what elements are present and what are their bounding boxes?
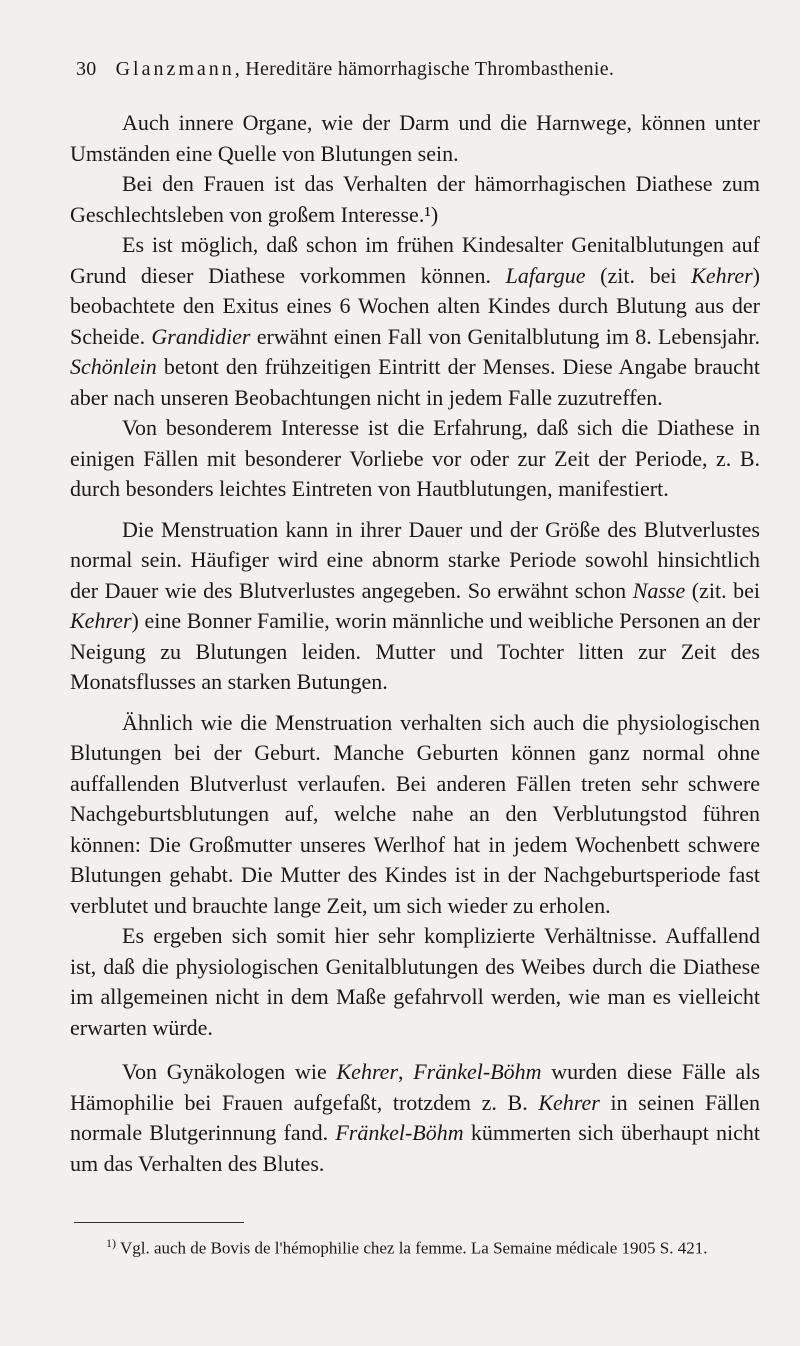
text-run: erwähnt einen Fall von Genitalblutung im 8. Lebensjahr. [250, 323, 760, 349]
paragraph [70, 1057, 760, 1179]
footnote-rule [74, 1222, 244, 1223]
text-run: Die Menstruation kann in ihrer Dauer und der Größe des Blutverlustes normal sein. Häufiger wird eine abnorm starke Periode sowohl hinsichtlich der Dauer wie des Blutverlustes angegeben. So erwähnt schon [70, 516, 760, 603]
cited-name: Grandidier [151, 323, 251, 349]
cited-name: Nasse [632, 577, 686, 603]
text-run: in seinen Fällen normale Blutgerinnung fand. [70, 1089, 760, 1145]
header-title: Hereditäre hämorrhagische Thrombasthenie. [245, 58, 615, 80]
text-run: , [398, 1059, 414, 1084]
footnote-text: Vgl. auch de Bovis de l'hémophilie chez la femme. La Semaine médicale 1905 S. 421. [116, 1238, 708, 1258]
header-separator: , [234, 58, 240, 80]
paragraph [70, 515, 760, 698]
cited-name: Kehrer [336, 1059, 399, 1084]
paragraph [70, 108, 760, 169]
text-run: wurden diese Fälle als Hämophilie bei Frauen aufgefaßt, trotzdem z. B. [70, 1059, 760, 1115]
text-run: kümmerten sich überhaupt nicht um das Verhalten des Blutes. [70, 1120, 760, 1176]
body-text [70, 108, 760, 1179]
paragraph [70, 921, 760, 1043]
text-run: ) eine Bonner Familie, worin männliche und weibliche Personen an der Neigung zu Blutungen leiden. Mutter und Tochter litten zur Zeit des Monatsflusses an starken Butungen. [70, 608, 760, 694]
footnote-marker: 1) [106, 1236, 116, 1250]
text-run: (zit. bei [685, 577, 760, 603]
text-run: Es ist möglich, daß schon im frühen Kindesalter Genitalblutungen auf Grund dieser Diathese vorkommen können. [70, 232, 760, 288]
cited-name: Kehrer [691, 262, 753, 288]
paragraph-gap [70, 1043, 760, 1057]
page-number: 30 [76, 58, 97, 80]
footnote [70, 1232, 738, 1260]
text-run: Von besonderem Interesse ist die Erfahrung, daß sich die Diathese in einigen Fällen mit besonderer Vorliebe vor oder zur Zeit der Periode, z. B. durch besonders leichtes Eintreten von Hautblutungen, manifestiert. [70, 415, 760, 501]
cited-name: Fränkel-Böhm [335, 1120, 464, 1145]
running-header [76, 58, 716, 81]
text-run: Bei den Frauen ist das Verhalten der hämorrhagischen Diathese zum Geschlechtsleben von großem Interesse. [70, 171, 760, 227]
text-run: ) beobachtete den Exitus eines 6 Wochen alten Kindes durch Blutung aus der Scheide. [70, 262, 760, 349]
paragraph [70, 413, 760, 505]
cited-name: Kehrer [538, 1089, 600, 1115]
text-run: ¹) [424, 201, 439, 227]
cited-name: Fränkel-Böhm [413, 1059, 542, 1084]
cited-name: Kehrer [70, 608, 132, 633]
text-run: Ähnlich wie die Menstruation verhalten sich auch die physiologischen Blutungen bei der Geburt. Manche Geburten können ganz normal ohne auffallenden Blutverlust verlaufen. Bei anderen Fällen treten sehr schwere Nachgeburtsblutungen auf, welche nahe an den Verblutungstod führen können: Die Großmutter unseres Werlhof hat in jedem Wochenbett schwere Blutungen gehabt. Die Mutter des Kindes ist in der Nachgeburtsperiode fast verblutet und brauchte lange Zeit, um sich wieder zu erholen. [70, 709, 760, 918]
header-author: Glanzmann [115, 58, 235, 80]
text-run: betont den frühzeitigen Eintritt der Menses. Diese Angabe braucht aber nach unseren Beobachtungen nicht in jedem Falle zuzutreffen. [70, 354, 760, 410]
paragraph-gap [70, 698, 760, 708]
text-run: Von Gynäkologen wie [122, 1059, 337, 1084]
paragraph [70, 708, 760, 922]
text-run: Es ergeben sich somit hier sehr komplizierte Verhältnisse. Auffallend ist, daß die physiologischen Genitalblutungen des Weibes durch die Diathese im allgemeinen nicht in dem Maße gefahrvoll werden, wie man es vielleicht erwarten würde. [70, 923, 760, 1040]
paragraph [70, 230, 760, 413]
cited-name: Lafargue [505, 262, 586, 288]
text-run: Auch innere Organe, wie der Darm und die Harnwege, können unter Umständen eine Quelle von Blutungen sein. [70, 110, 760, 166]
paragraph [70, 169, 760, 230]
paragraph-gap [70, 505, 760, 515]
text-run: (zit. bei [585, 262, 692, 288]
cited-name: Schönlein [70, 354, 157, 379]
